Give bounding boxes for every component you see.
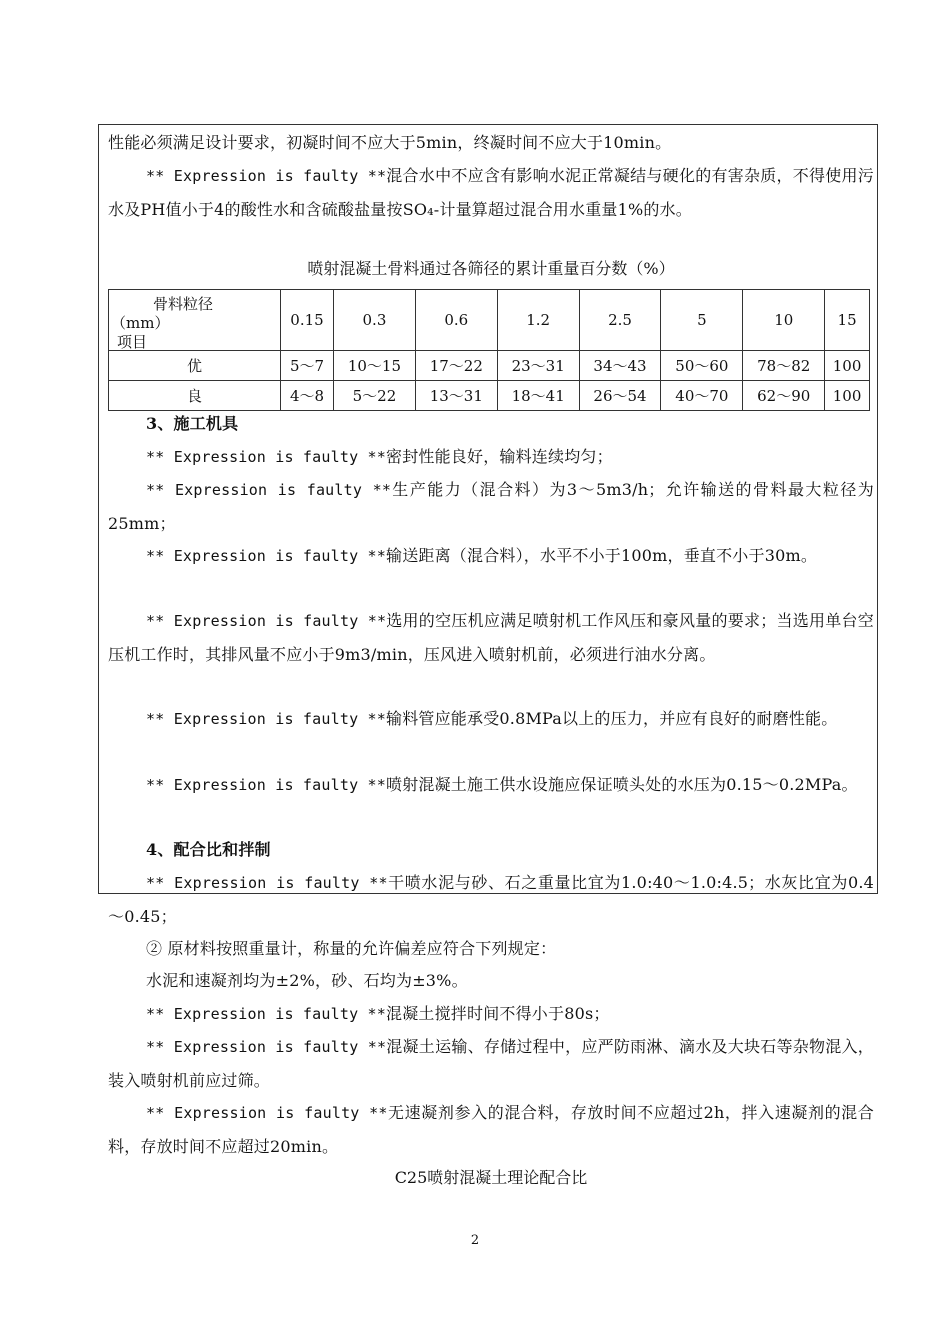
error-prefix: ** Expression is faulty ** — [146, 612, 387, 630]
list-item: ** Expression is faulty **生产能力（混合料）为3～5m3/h；允许输送的骨料最大粒径为25mm； — [108, 480, 874, 533]
size-header: 0.6 — [415, 290, 497, 351]
table-cell: 5～22 — [334, 381, 416, 411]
list-item: ** Expression is faulty **无速凝剂参入的混合料，存放时间不应超过2h，拌入速凝剂的混合料，存放时间不应超过20min。 — [108, 1103, 874, 1156]
corner-label-size: 骨料粒径 — [153, 295, 214, 313]
row-label: 优 — [109, 351, 281, 381]
table-cell: 100 — [825, 351, 870, 381]
table-cell: 23～31 — [497, 351, 579, 381]
list-item: ** Expression is faulty **输料管应能承受0.8MPa以上的压力，并应有良好的耐磨性能。 — [146, 709, 838, 728]
table-cell: 10～15 — [334, 351, 416, 381]
list-item: ** Expression is faulty **混凝土搅拌时间不得小于80s； — [146, 1004, 610, 1023]
size-header: 15 — [825, 290, 870, 351]
error-prefix: ** Expression is faulty ** — [146, 874, 388, 892]
corner-label-item: 项目 — [117, 333, 148, 351]
paragraph-setting-time — [108, 126, 874, 159]
table-row — [109, 381, 870, 411]
list-item: ** Expression is faulty **密封性能良好，输料连续均匀； — [146, 447, 613, 466]
error-prefix: ** Expression is faulty ** — [146, 167, 387, 185]
table-cell: 40～70 — [661, 381, 743, 411]
error-prefix: ** Expression is faulty ** — [146, 710, 386, 728]
table-cell: 78～82 — [743, 351, 825, 381]
paragraph-text: 混合水中不应含有影响水泥正常凝结与硬化的有害杂质，不得使用污水及PH值小于4的酸性水和含硫酸盐量按SO₄-计量算超过混合用水重量1%的水。 — [108, 166, 874, 219]
aggregate-grading-table — [108, 289, 870, 411]
table-caption: 喷射混凝土骨料通过各筛径的累计重量百分数（%） — [307, 259, 675, 278]
list-item: ② 原材料按照重量计，称量的允许偏差应符合下列规定： — [146, 939, 557, 958]
table-cell: 18～41 — [497, 381, 579, 411]
table-cell: 17～22 — [415, 351, 497, 381]
error-prefix: ** Expression is faulty ** — [146, 1038, 387, 1056]
list-item: ** Expression is faulty **选用的空压机应满足喷射机工作风压和豪风量的要求；当选用单台空压机工作时，其排风量不应小于9m3/min，压风进入喷射机前，必须进行油水分离。 — [108, 611, 874, 664]
error-prefix: ** Expression is faulty ** — [146, 1005, 386, 1023]
table-cell: 5～7 — [281, 351, 334, 381]
list-item: ** Expression is faulty **混凝土运输、存储过程中，应严防雨淋、滴水及大块石等杂物混入，装入喷射机前应过筛。 — [108, 1037, 874, 1090]
error-prefix: ** Expression is faulty ** — [146, 776, 386, 794]
table-header-row — [109, 290, 870, 351]
size-header: 10 — [743, 290, 825, 351]
list-item: 水泥和速凝剂均为±2%，砂、石均为±3%。 — [146, 971, 468, 990]
table-cell: 34～43 — [579, 351, 661, 381]
table-cell: 26～54 — [579, 381, 661, 411]
table-row — [109, 351, 870, 381]
size-header: 0.3 — [334, 290, 416, 351]
page-number: 2 — [470, 1233, 480, 1248]
table-corner-cell — [109, 290, 281, 351]
size-header: 1.2 — [497, 290, 579, 351]
corner-label-unit: （mm） — [111, 314, 170, 332]
section-heading-mix: 4、配合比和拌制 — [146, 840, 271, 859]
paragraph-text: 性能必须满足设计要求，初凝时间不应大于5min，终凝时间不应大于10min。 — [108, 133, 672, 152]
table-cell: 4～8 — [281, 381, 334, 411]
section-heading-equipment: 3、施工机具 — [146, 414, 239, 433]
mix-ratio-caption: C25喷射混凝土理论配合比 — [394, 1168, 588, 1187]
row-label: 良 — [109, 381, 281, 411]
error-prefix: ** Expression is faulty ** — [146, 1104, 388, 1122]
size-header: 5 — [661, 290, 743, 351]
size-header: 2.5 — [579, 290, 661, 351]
error-prefix: ** Expression is faulty ** — [146, 547, 386, 565]
table-cell: 13～31 — [415, 381, 497, 411]
error-prefix: ** Expression is faulty ** — [146, 448, 386, 466]
paragraph-water — [108, 159, 874, 226]
list-item: ** Expression is faulty **喷射混凝土施工供水设施应保证喷头处的水压为0.15～0.2MPa。 — [146, 775, 858, 794]
table-cell: 62～90 — [743, 381, 825, 411]
list-item: ** Expression is faulty **输送距离（混合料），水平不小于100m，垂直不小于30m。 — [146, 546, 818, 565]
table-cell: 100 — [825, 381, 870, 411]
list-item: ** Expression is faulty **干喷水泥与砂、石之重量比宜为1.0:40～1.0:4.5；水灰比宜为0.4～0.45； — [108, 873, 874, 926]
table-cell: 50～60 — [661, 351, 743, 381]
size-header: 0.15 — [281, 290, 334, 351]
error-prefix: ** Expression is faulty ** — [146, 481, 392, 499]
